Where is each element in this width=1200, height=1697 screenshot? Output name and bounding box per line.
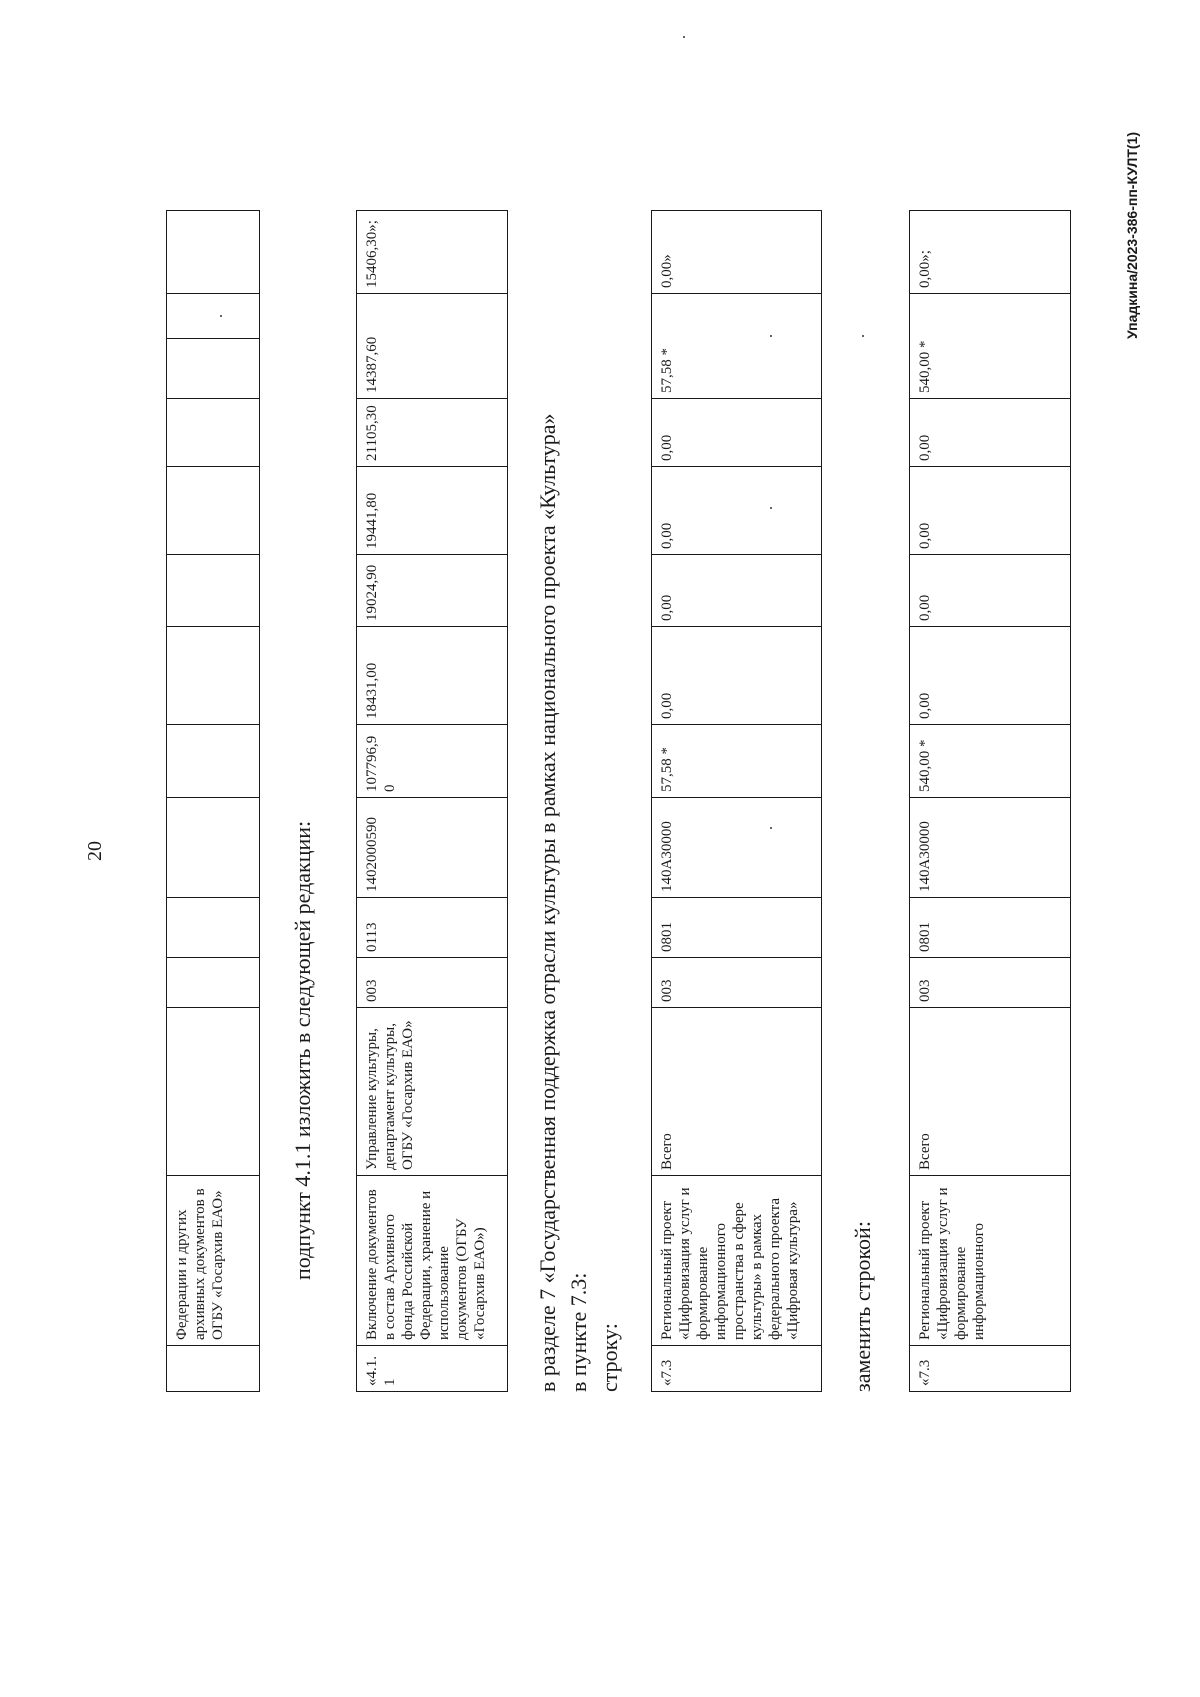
scan-speck <box>770 827 772 829</box>
table-row-7-3-new <box>909 210 1071 1392</box>
scan-speck <box>770 335 772 337</box>
table-cell <box>167 294 260 339</box>
paragraph-section-7: в разделе 7 «Государственная поддержка отрасли культуры в рамках национального проекта «Культура» <box>535 413 560 1392</box>
table-cell <box>167 555 260 627</box>
table-row <box>167 211 260 1392</box>
target-code-cell: 140A30000 <box>652 798 822 898</box>
year-value-cell: 19024,90 <box>357 555 508 627</box>
paragraph-row-label: строку: <box>597 1323 622 1392</box>
executor-cell: Управление культуры, департамент культуры, ОГБУ «Госархив ЕАО» <box>357 1008 508 1176</box>
executor-cell: Всего <box>910 1008 1071 1176</box>
total-cell: 57,58 * <box>652 725 822 798</box>
table-cell <box>167 798 260 898</box>
year-value-cell: 18431,00 <box>357 627 508 725</box>
table-cell <box>167 1008 260 1176</box>
year-value-cell: 0,00 <box>652 467 822 555</box>
grbs-code-cell: 003 <box>652 958 822 1008</box>
executor-cell: Всего <box>652 1008 822 1176</box>
activity-name-cell: Региональный проект «Цифровизация услуг и формирование информационного <box>910 1176 1071 1346</box>
scan-speck <box>683 36 685 38</box>
document-footer-code: Упадкина/2023-386-пп-КУЛТ(1) <box>1124 131 1140 339</box>
paragraph-point-7-3: в пункте 7.3: <box>566 1272 591 1392</box>
year-value-cell: 540,00 * <box>910 294 1071 399</box>
year-value-cell: 0,00 <box>910 399 1071 467</box>
section-code-cell: 0801 <box>652 898 822 958</box>
table-cell <box>167 725 260 798</box>
year-value-cell: 21105,30 <box>357 399 508 467</box>
page-number: 20 <box>84 841 106 861</box>
table-row <box>910 211 1071 1392</box>
row-number-cell: «7.3 <box>910 1346 1071 1392</box>
year-value-cell: 0,00» <box>652 211 822 294</box>
grbs-code-cell: 003 <box>910 958 1071 1008</box>
table-fragment-top <box>166 210 260 1392</box>
year-value-cell: 15406,30»; <box>357 211 508 294</box>
year-value-cell: 0,00 <box>910 467 1071 555</box>
paragraph-replace-with: заменить строкой: <box>850 1221 875 1392</box>
table-row-4-1-1 <box>356 210 508 1392</box>
year-value-cell: 0,00 <box>652 555 822 627</box>
year-value-cell: 14387,60 <box>357 294 508 399</box>
table-row-7-3-old <box>651 210 822 1392</box>
year-value-cell: 0,00»; <box>910 211 1071 294</box>
table-row <box>357 211 508 1392</box>
table-cell <box>167 898 260 958</box>
activity-name-cell: Региональный проект «Цифровизация услуг и формирование информационного пространства в сфере культуры» в рамках федерального проекта «Цифровая культура» <box>652 1176 822 1346</box>
year-value-cell: 57,58 * <box>652 294 822 399</box>
table-cell <box>167 1346 260 1392</box>
target-code-cell: 1402000590 <box>357 798 508 898</box>
table-cell <box>167 958 260 1008</box>
paragraph-subpoint-4-1-1: подпункт 4.1.1 изложить в следующей редакции: <box>290 820 315 1280</box>
section-code-cell: 0801 <box>910 898 1071 958</box>
activity-name-cell: Включение документов в состав Архивного фонда Российской Федерации, хранение и использование документов (ОГБУ «Госархив ЕАО») <box>357 1176 508 1346</box>
total-cell: 540,00 * <box>910 725 1071 798</box>
row-number-cell: «4.1.1 <box>357 1346 508 1392</box>
table-cell <box>167 467 260 555</box>
table-cell <box>167 211 260 294</box>
total-cell: 107796,90 <box>357 725 508 798</box>
year-value-cell: 0,00 <box>910 555 1071 627</box>
scan-speck <box>862 335 864 337</box>
section-code-cell: 0113 <box>357 898 508 958</box>
year-value-cell: 19441,80 <box>357 467 508 555</box>
table-cell <box>167 339 260 399</box>
table-row <box>652 211 822 1392</box>
table-cell: Федерации и других архивных документов в ОГБУ «Госархив ЕАО» <box>167 1176 260 1346</box>
table-cell <box>167 399 260 467</box>
year-value-cell: 0,00 <box>652 627 822 725</box>
year-value-cell: 0,00 <box>910 627 1071 725</box>
scan-speck <box>220 315 222 317</box>
table-cell <box>167 627 260 725</box>
target-code-cell: 140A30000 <box>910 798 1071 898</box>
row-number-cell: «7.3 <box>652 1346 822 1392</box>
year-value-cell: 0,00 <box>652 399 822 467</box>
scan-speck <box>770 507 772 509</box>
grbs-code-cell: 003 <box>357 958 508 1008</box>
